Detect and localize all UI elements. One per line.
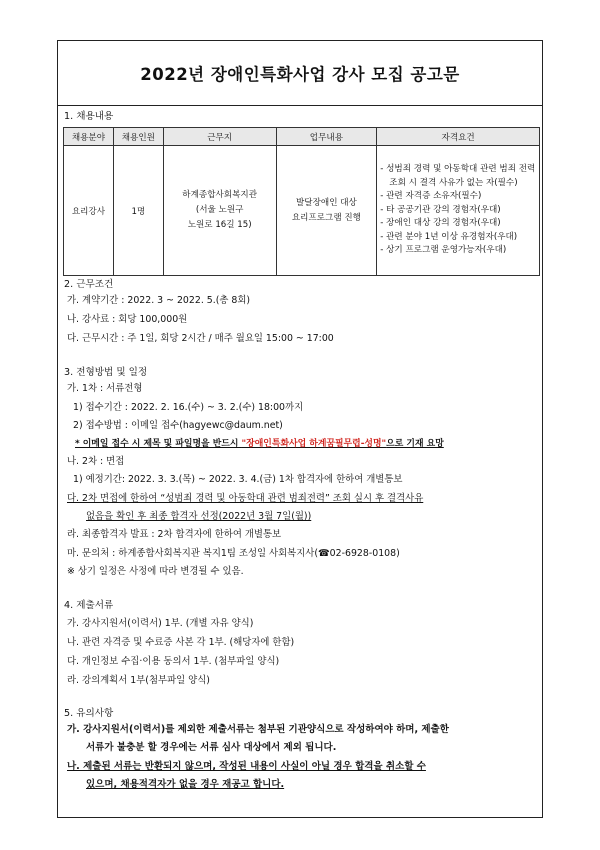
section4-heading: 4. 제출서류 [64,600,114,611]
email-note-subject: "장애인특화사업 하계꿈필무렵-성명" [241,439,387,449]
requirement-item: - 관련 분야 1년 이상 유경험자(우대) [380,231,518,242]
requirement-item: - 성범죄 경력 및 아동학대 관련 범죄 전력 조회 시 결격 사유가 없는 자(필수) [380,163,536,188]
cell-workplace [163,146,276,276]
requirement-item: - 장애인 대상 강의 경험자(우대) [380,218,501,229]
workplace-line: 하계종합사회복지관 [182,190,258,200]
section3-heading: 3. 전형방법 및 일정 [64,367,148,378]
background-check-line1: 다. 2차 면접에 한하여 “성범죄 경력 및 아동학대 관련 범죄전력” 조회 실시 후 결격사유 [67,493,424,504]
caution-b-line2: 있으며, 채용적격자가 없을 경우 재공고 합니다. [86,779,285,790]
caution-a-line2: 서류가 불충분 할 경우에는 서류 심사 대상에서 제외 됩니다. [86,742,337,753]
cell-field: 요리강사 [64,146,114,276]
stage1-method: 2) 접수방법 : 이메일 접수(hagyewc@daum.net) [73,420,283,431]
doc-item: 나. 관련 자격증 및 수료증 사본 각 1부. (해당자에 한함) [67,637,295,648]
notice-page [57,40,543,818]
email-note-prefix: * 이메일 접수 시 제목 및 파일명을 반드시 [75,439,242,449]
stage2-period: 1) 예정기간: 2022. 3. 3.(목) ~ 2022. 3. 4.(금) 1차 합격자에 한하여 개별통보 [73,474,403,485]
requirement-item: - 관련 자격증 소유자(필수) [380,191,482,202]
header-duty: 업무내용 [276,128,377,146]
doc-item: 가. 강사지원서(이력서) 1부. (개별 자유 양식) [67,618,254,629]
recruit-table [63,127,540,276]
section1-heading: 1. 채용내용 [64,111,114,122]
header-field: 채용분야 [64,128,114,146]
cell-duty [276,146,377,276]
contract-period: 가. 계약기간 : 2022. 3 ~ 2022. 5.(총 8회) [67,295,251,306]
doc-item: 다. 개인정보 수집·이용 동의서 1부. (첨부파일 양식) [67,656,280,667]
cell-count: 1명 [113,146,163,276]
header-workplace: 근무지 [163,128,276,146]
page-title: 2022년 장애인특화사업 강사 모집 공고문 [140,65,460,84]
workplace-line: (서울 노원구 [195,205,244,215]
duty-line: 발달장애인 대상 [295,197,357,208]
email-note [75,437,444,451]
workplace-line: 노원로 16길 15) [187,220,252,230]
final-announcement: 라. 최종합격자 발표 : 2차 합격자에 한하여 개별통보 [67,529,282,540]
duty-line: 요리프로그램 진행 [291,212,361,223]
background-check-line2: 없음을 확인 후 최종 합격자 선정(2022년 3월 7일(월)) [86,511,312,522]
section2-heading: 2. 근무조건 [64,279,114,290]
section5-heading: 5. 유의사항 [64,708,114,719]
title-box [58,41,542,106]
table-header-row [64,128,540,146]
stage1: 가. 1차 : 서류전형 [67,383,143,394]
caution-b-line1: 나. 제출된 서류는 반환되지 않으며, 작성된 내용이 사실이 아닐 경우 합격을 취소할 수 [67,761,426,772]
table-row [64,146,540,276]
contact-info: 마. 문의처 : 하계종합사회복지관 복지1팀 조성일 사회복지사(☎02-6928-0108) [67,548,400,559]
header-count: 채용인원 [113,128,163,146]
email-note-suffix: 으로 기재 요망 [386,439,444,449]
stage1-period: 1) 접수기간 : 2022. 2. 16.(수) ~ 3. 2.(수) 18:00까지 [73,402,304,413]
requirement-item: - 상기 프로그램 운영가능자(우대) [380,245,507,256]
caution-a-line1: 가. 강사지원서(이력서)를 제외한 제출서류는 첨부된 기관양식으로 작성하여야 하며, 제출한 [67,724,449,735]
stage2: 나. 2차 : 면접 [67,456,125,467]
doc-item: 라. 강의계획서 1부(첨부파일 양식) [67,675,210,686]
requirements-list [380,163,536,258]
lecture-fee: 나. 강사료 : 회당 100,000원 [67,314,188,325]
requirement-item: - 타 공공기관 강의 경험자(우대) [380,204,501,215]
work-hours: 다. 근무시간 : 주 1일, 회당 2시간 / 매주 월요일 15:00 ~ 17:00 [67,333,334,344]
cell-requirements [377,146,540,276]
header-requirements: 자격요건 [377,128,540,146]
schedule-note: ※ 상기 일정은 사정에 따라 변경될 수 있음. [67,566,244,577]
